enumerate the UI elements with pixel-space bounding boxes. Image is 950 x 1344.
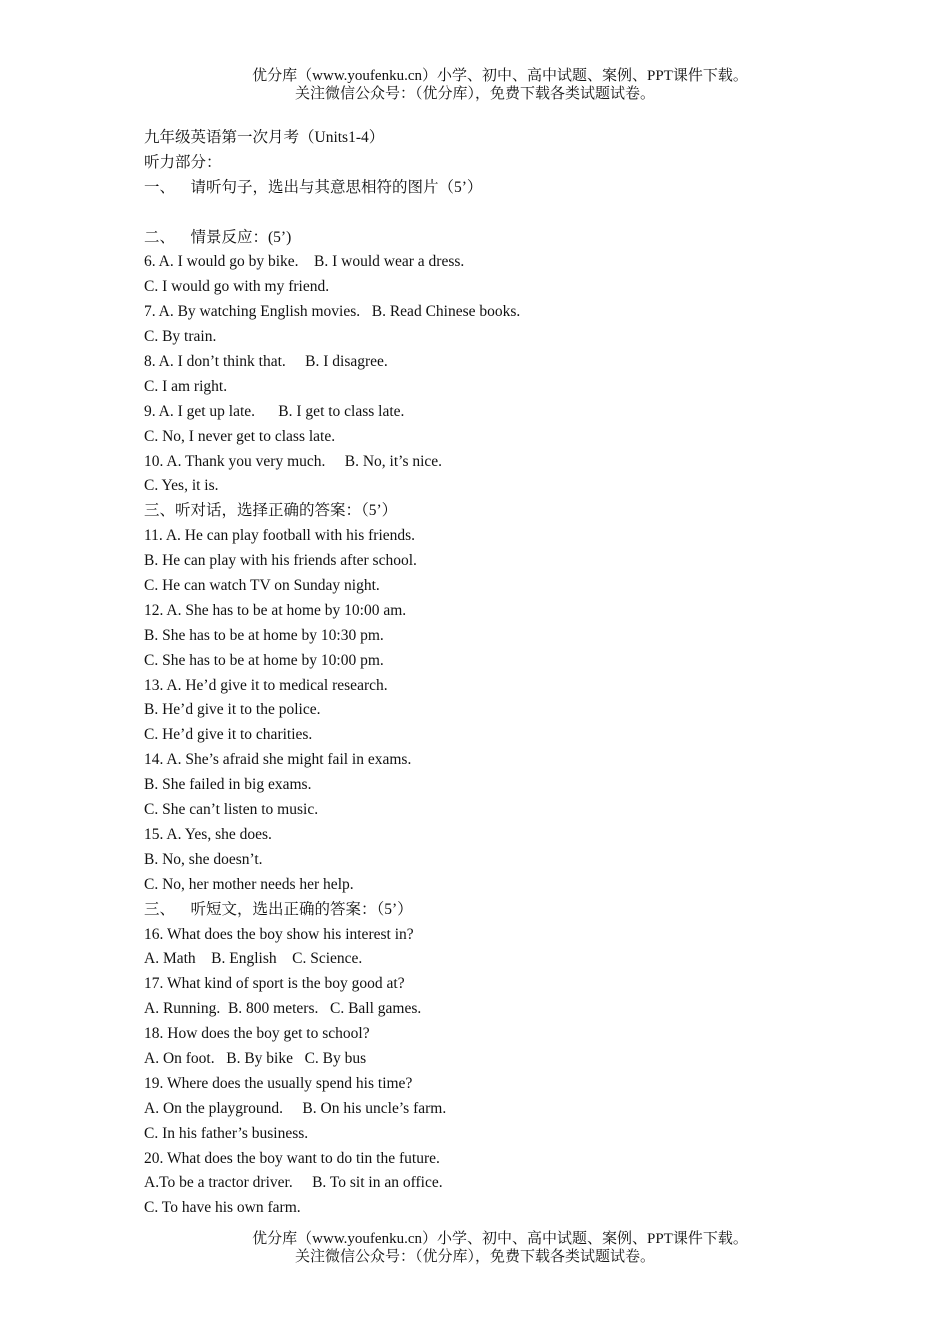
question-line: 19. Where does the usually spend his time? [144,1074,413,1092]
question-line: B. No, she doesn’t. [144,850,263,868]
question-line: 9. A. I get up late. B. I get to class late. [144,402,405,420]
question-line: A.To be a tractor driver. B. To sit in an office. [144,1174,443,1192]
footer-line-1: 优分库（www.youfenku.cn）小学、初中、高中试题、案例、PPT课件下载。 [252,1231,748,1247]
section-3-questions [144,524,824,897]
question-line: C. He’d give it to charities. [144,726,313,744]
question-line: C. No, I never get to class late. [144,427,336,445]
question-line: C. She can’t listen to music. [144,801,319,819]
question-line: 16. What does the boy show his interest in? [144,925,414,943]
question-line: 12. A. She has to be at home by 10:00 am. [144,601,407,619]
section-4-heading: 三、 听短文，选出正确的答案：（5’） [144,900,413,918]
question-line: 18. How does the boy get to school? [144,1025,370,1043]
question-line: 20. What does the boy want to do tin the future. [144,1149,440,1167]
listening-label: 听力部分： [144,153,222,171]
section-1-heading: 一、 请听句子，选出与其意思相符的图片（5’） [144,178,483,196]
question-line: 11. A. He can play football with his friends. [144,527,416,545]
question-line: B. She has to be at home by 10:30 pm. [144,626,384,644]
question-line: C. Yes, it is. [144,477,219,495]
header-line-1: 优分库（www.youfenku.cn）小学、初中、高中试题、案例、PPT课件下载。 [252,68,748,84]
question-line: 15. A. Yes, she does. [144,825,272,843]
question-line: 17. What kind of sport is the boy good at? [144,975,405,993]
footer-line-2: 关注微信公众号：（优分库），免费下载各类试题试卷。 [294,1249,655,1265]
question-line: A. On the playground. B. On his uncle’s farm. [144,1099,447,1117]
question-line: 13. A. He’d give it to medical research. [144,676,388,694]
question-line: 10. A. Thank you very much. B. No, it’s nice. [144,452,443,470]
section-4-questions [144,923,824,1222]
section-2-heading: 二、 情景反应：(5’) [144,228,292,246]
section-3-heading: 三、听对话，选择正确的答案：（5’） [144,502,398,520]
question-line: C. I would go with my friend. [144,278,330,296]
question-line: C. By train. [144,328,217,346]
question-line: A. On foot. B. By bike C. By bus [144,1049,367,1067]
question-line: C. No, her mother needs her help. [144,875,354,893]
question-line: C. To have his own farm. [144,1199,301,1217]
question-line: C. She has to be at home by 10:00 pm. [144,651,384,669]
question-line: B. He can play with his friends after school. [144,552,417,570]
question-line: A. Math B. English C. Science. [144,950,363,968]
question-line: 6. A. I would go by bike. B. I would wear a dress. [144,253,465,271]
page-footer [0,1230,950,1266]
question-line: C. He can watch TV on Sunday night. [144,577,380,595]
question-line: C. I am right. [144,377,228,395]
question-line: B. He’d give it to the police. [144,701,321,719]
question-line: C. In his father’s business. [144,1124,309,1142]
header-line-2: 关注微信公众号：（优分库），免费下载各类试题试卷。 [294,86,655,102]
question-line: 14. A. She’s afraid she might fail in exams. [144,751,412,769]
question-line: 8. A. I don’t think that. B. I disagree. [144,353,388,371]
question-line: A. Running. B. 800 meters. C. Ball games. [144,1000,422,1018]
question-line: B. She failed in big exams. [144,776,312,794]
document-body [144,126,824,1221]
section-2-questions [144,250,824,499]
document-title: 九年级英语第一次月考（Units1-4） [144,129,385,146]
question-line: 7. A. By watching English movies. B. Read Chinese books. [144,303,521,321]
page-header [0,67,950,103]
blank-line [144,201,824,226]
